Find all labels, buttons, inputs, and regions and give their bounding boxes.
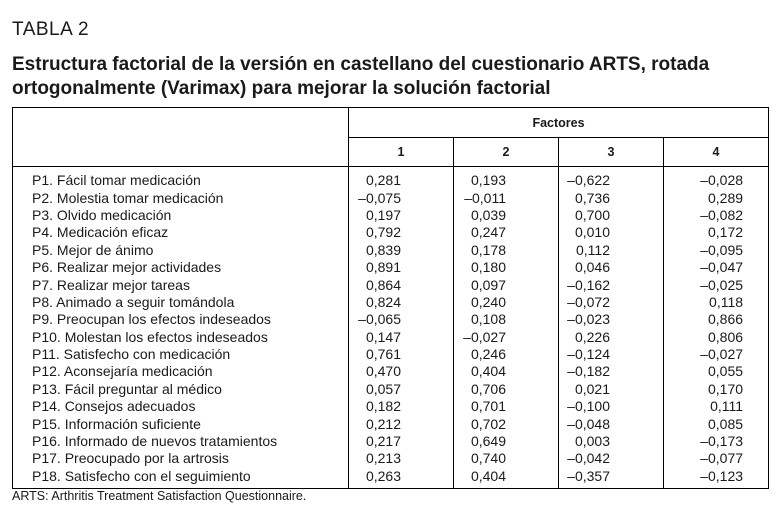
factor-column-header: 4 — [664, 138, 769, 167]
factor-loading: 0,212 — [349, 415, 454, 432]
header-corner — [13, 108, 349, 167]
factor-loading: 0,193 — [454, 167, 559, 190]
factor-loading: 0,003 — [559, 433, 664, 450]
factor-loading: –0,123 — [664, 468, 769, 489]
footnote: ARTS: Arthritis Treatment Satisfaction Questionnaire. — [12, 489, 307, 503]
factor-loading: 0,702 — [454, 415, 559, 432]
factor-loading: 0,213 — [349, 450, 454, 467]
factor-loading: –0,011 — [454, 189, 559, 206]
factor-loading: –0,173 — [664, 433, 769, 450]
factor-loading: –0,100 — [559, 398, 664, 415]
factor-loading: 0,172 — [664, 224, 769, 241]
factor-loading: –0,182 — [559, 363, 664, 380]
factor-loading: 0,792 — [349, 224, 454, 241]
table-row — [13, 294, 769, 311]
item-label: P12. Aconsejaría medicación — [13, 363, 349, 380]
factor-loading: –0,028 — [664, 167, 769, 190]
factor-loading: 0,118 — [664, 294, 769, 311]
item-label: P18. Satisfecho con el seguimiento — [13, 468, 349, 489]
factor-loading: 0,246 — [454, 346, 559, 363]
table-row — [13, 450, 769, 467]
factor-loading: 0,178 — [454, 242, 559, 259]
factor-loading: –0,042 — [559, 450, 664, 467]
factor-table — [12, 107, 769, 489]
factor-loading: 0,217 — [349, 433, 454, 450]
factor-loading: 0,281 — [349, 167, 454, 190]
factor-loading: 0,839 — [349, 242, 454, 259]
factor-loading: 0,404 — [454, 468, 559, 489]
factor-loading: 0,226 — [559, 329, 664, 346]
factor-loading: 0,197 — [349, 207, 454, 224]
factor-loading: 0,108 — [454, 311, 559, 328]
factores-header: Factores — [349, 108, 769, 138]
factor-loading: –0,072 — [559, 294, 664, 311]
table-row — [13, 224, 769, 241]
item-label: P6. Realizar mejor actividades — [13, 259, 349, 276]
factor-loading: 0,057 — [349, 381, 454, 398]
table-row — [13, 381, 769, 398]
factor-column-header: 1 — [349, 138, 454, 167]
item-label: P11. Satisfecho con medicación — [13, 346, 349, 363]
item-label: P17. Preocupado por la artrosis — [13, 450, 349, 467]
item-label: P5. Mejor de ánimo — [13, 242, 349, 259]
factor-loading: 0,824 — [349, 294, 454, 311]
factor-loading: 0,180 — [454, 259, 559, 276]
item-label: P3. Olvido medicación — [13, 207, 349, 224]
table-row — [13, 259, 769, 276]
item-label: P9. Preocupan los efectos indeseados — [13, 311, 349, 328]
factor-column-header: 2 — [454, 138, 559, 167]
item-label: P16. Informado de nuevos tratamientos — [13, 433, 349, 450]
factor-column-header: 3 — [559, 138, 664, 167]
item-label: P2. Molestia tomar medicación — [13, 189, 349, 206]
table-row — [13, 468, 769, 489]
factor-loading: 0,700 — [559, 207, 664, 224]
table-row — [13, 167, 769, 190]
factor-loading: –0,025 — [664, 276, 769, 293]
factor-loading: –0,048 — [559, 415, 664, 432]
factor-loading: –0,023 — [559, 311, 664, 328]
factor-loading: 0,470 — [349, 363, 454, 380]
factor-loading: –0,047 — [664, 259, 769, 276]
factor-loading: 0,240 — [454, 294, 559, 311]
factor-loading: –0,622 — [559, 167, 664, 190]
factor-loading: 0,701 — [454, 398, 559, 415]
table-body — [13, 167, 769, 489]
factor-loading: 0,111 — [664, 398, 769, 415]
factor-loading: 0,170 — [664, 381, 769, 398]
factor-loading: 0,404 — [454, 363, 559, 380]
table-caption: Estructura factorial de la versión en castellano del cuestionario ARTS, rotada ortogonalmente (Varimax) para mejorar la solución factorial — [12, 54, 710, 99]
item-label: P15. Información suficiente — [13, 415, 349, 432]
factor-loading: 0,866 — [664, 311, 769, 328]
factor-loading: –0,075 — [349, 189, 454, 206]
factor-loading: 0,247 — [454, 224, 559, 241]
factor-loading: 0,182 — [349, 398, 454, 415]
item-label: P4. Medicación eficaz — [13, 224, 349, 241]
factor-loading: 0,039 — [454, 207, 559, 224]
factor-loading: –0,077 — [664, 450, 769, 467]
factor-loading: 0,891 — [349, 259, 454, 276]
table-row — [13, 242, 769, 259]
table-row — [13, 433, 769, 450]
item-label: P10. Molestan los efectos indeseados — [13, 329, 349, 346]
factor-loading: –0,357 — [559, 468, 664, 489]
factor-loading: 0,085 — [664, 415, 769, 432]
factor-loading: 0,147 — [349, 329, 454, 346]
item-label: P8. Animado a seguir tomándola — [13, 294, 349, 311]
factor-loading: 0,706 — [454, 381, 559, 398]
factor-loading: 0,761 — [349, 346, 454, 363]
table-row — [13, 311, 769, 328]
factor-loading: –0,162 — [559, 276, 664, 293]
factor-loading: 0,649 — [454, 433, 559, 450]
factor-loading: 0,112 — [559, 242, 664, 259]
table-row — [13, 415, 769, 432]
factor-loading: 0,864 — [349, 276, 454, 293]
item-label: P13. Fácil preguntar al médico — [13, 381, 349, 398]
table-label: TABLA 2 — [12, 19, 90, 40]
item-label: P14. Consejos adecuados — [13, 398, 349, 415]
factor-loading: –0,082 — [664, 207, 769, 224]
factor-loading: 0,263 — [349, 468, 454, 489]
table-row — [13, 189, 769, 206]
factor-loading: 0,289 — [664, 189, 769, 206]
factor-loading: 0,736 — [559, 189, 664, 206]
factor-loading: –0,065 — [349, 311, 454, 328]
item-label: P7. Realizar mejor tareas — [13, 276, 349, 293]
factor-loading: –0,124 — [559, 346, 664, 363]
table-row — [13, 329, 769, 346]
factor-loading: 0,806 — [664, 329, 769, 346]
table-row — [13, 207, 769, 224]
table-row — [13, 363, 769, 380]
factor-loading: 0,740 — [454, 450, 559, 467]
factor-loading: –0,027 — [664, 346, 769, 363]
table-row — [13, 398, 769, 415]
factor-loading: 0,097 — [454, 276, 559, 293]
factor-loading: 0,046 — [559, 259, 664, 276]
factor-loading: –0,095 — [664, 242, 769, 259]
factor-loading: 0,021 — [559, 381, 664, 398]
factor-loading: 0,055 — [664, 363, 769, 380]
table-row — [13, 346, 769, 363]
item-label: P1. Fácil tomar medicación — [13, 167, 349, 190]
table-row — [13, 276, 769, 293]
factor-loading: –0,027 — [454, 329, 559, 346]
factor-loading: 0,010 — [559, 224, 664, 241]
